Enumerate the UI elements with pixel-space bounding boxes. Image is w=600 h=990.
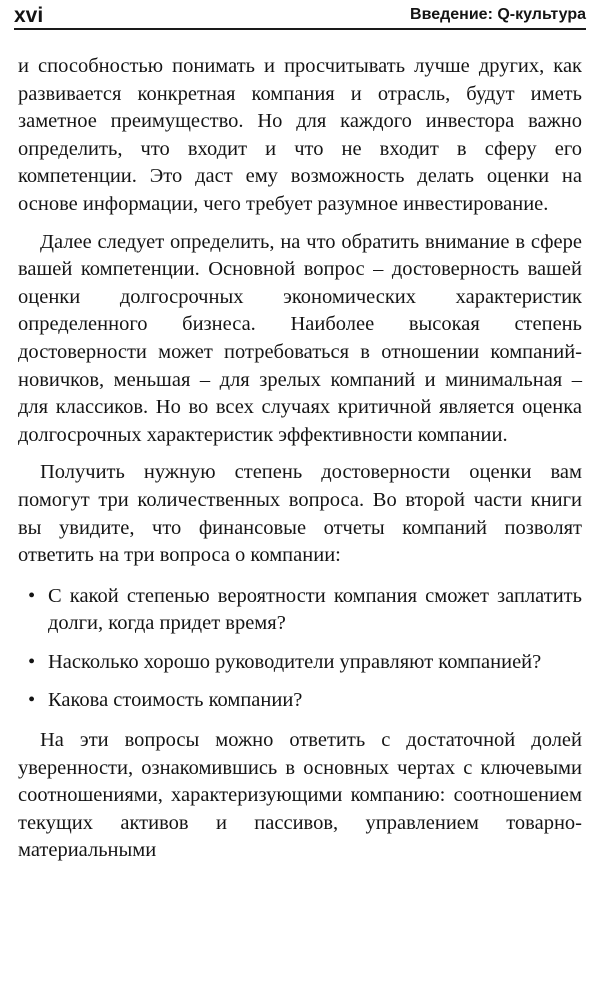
- list-item-text: Насколько хорошо руководители управляют компанией?: [48, 650, 542, 673]
- closing-paragraph: На эти вопросы можно ответить с достаточной долей уверенности, ознакомившись в основных чертах с ключевыми соотношениями, характеризующими компанию: соотношением текущих активов и пассивов, управлением товарно-материальными: [18, 729, 582, 862]
- list-item: [18, 583, 582, 638]
- page-body: [18, 53, 582, 865]
- list-item-text: Какова стоимость компании?: [48, 689, 303, 712]
- list-item: [18, 687, 582, 715]
- bullet-marker: •: [28, 650, 36, 673]
- bullet-marker: •: [28, 584, 36, 607]
- paragraph-2: Далее следует определить, на что обратить внимание в сфере вашей компетенции. Основной вопрос – достоверность вашей оценки долгосрочных экономических характеристик определенного бизнеса. Наиболее высокая степень достоверности может потребоваться в отношении компаний-новичков, меньшая – для зрелых компаний и минимальная – для классиков. Но во всех случаях критичной является оценка долгосрочных характеристик эффективности компании.: [18, 230, 582, 446]
- paragraph-1: и способностью понимать и просчитывать лучше других, как развивается конкретная компания и отрасль, будут иметь заметное преимущество. Но для каждого инвестора важно определить, что входит и что не входит в сферу его компетенции. Это даст ему возможность делать оценки на основе информации, чего требует разумное инвестирование.: [18, 55, 582, 215]
- paragraph-3: Получить нужную степень достоверности оценки вам помогут три количественных вопроса. Во второй части книги вы увидите, что финансовые отчеты компаний позволят ответить на три вопроса о компании:: [18, 461, 582, 567]
- running-title: Введение: Q-культура: [410, 6, 586, 23]
- list-item-text: С какой степенью вероятности компания сможет заплатить долги, когда придет время?: [48, 584, 582, 635]
- page-number: xvi: [14, 4, 44, 27]
- bullet-marker: •: [28, 689, 36, 712]
- question-list: [18, 583, 582, 715]
- page-header: [14, 2, 586, 30]
- list-item: [18, 649, 582, 677]
